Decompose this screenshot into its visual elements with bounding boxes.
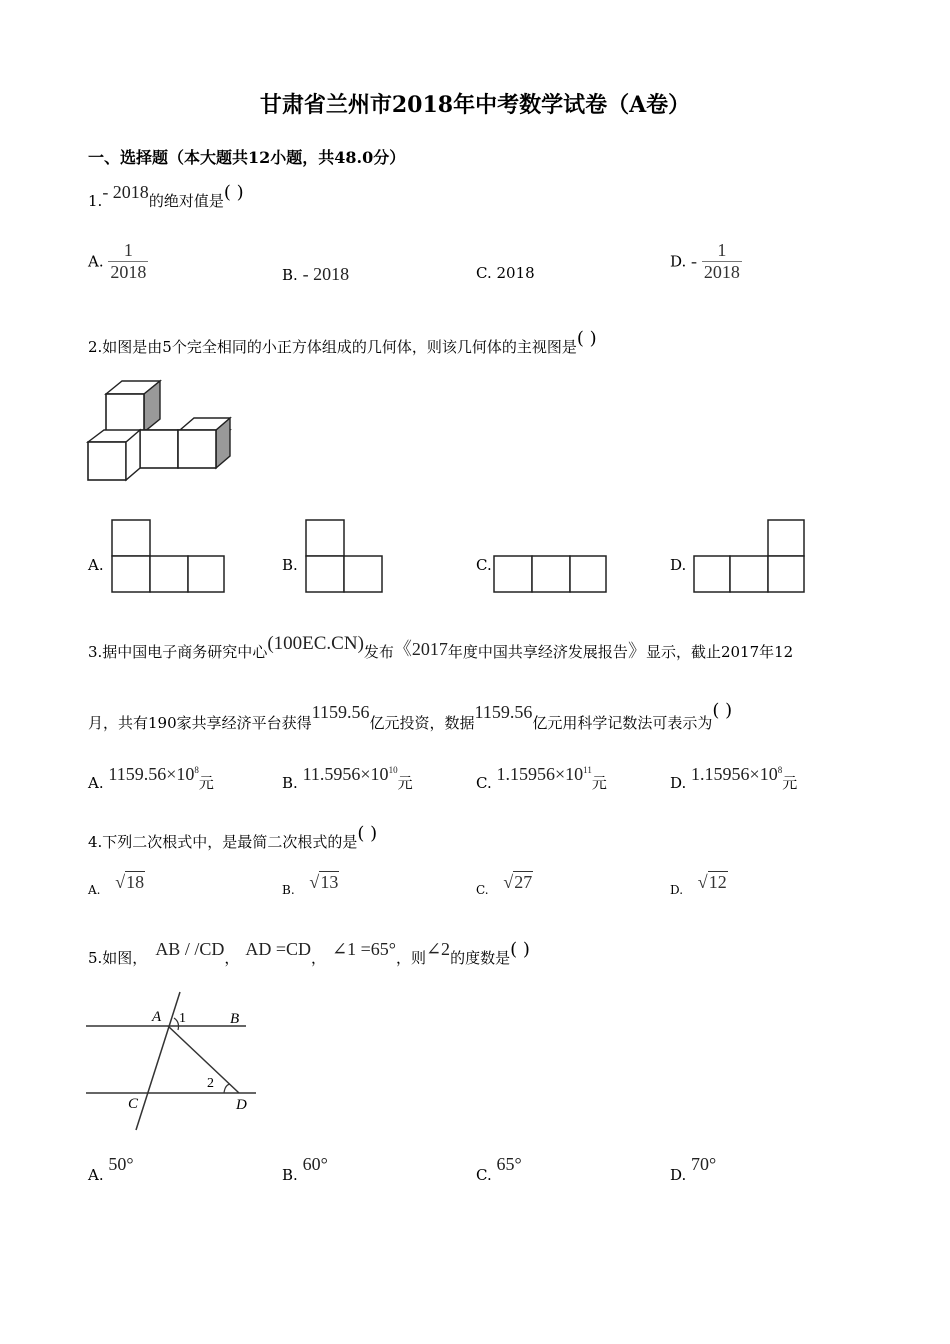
- option-label: A.: [88, 774, 104, 792]
- page-title: 甘肃省兰州市2018年中考数学试卷（A卷）: [259, 92, 691, 118]
- q3-answer-paren: ( ): [712, 700, 733, 721]
- q3-source: (100EC.CN): [267, 633, 364, 654]
- q5-answer-paren: ( ): [510, 939, 530, 960]
- q3-option-c[interactable]: [476, 764, 607, 793]
- q3-option-d[interactable]: [670, 764, 798, 793]
- option-label: A.: [88, 1166, 104, 1184]
- q5-separator: ，: [311, 949, 327, 967]
- question-5: [88, 939, 530, 968]
- q2-answer-paren: ( ): [576, 328, 597, 349]
- option-label: C.: [476, 774, 492, 792]
- option-value: $11.5956\times 10^{10}$: [302, 764, 398, 784]
- option-label: B.: [282, 1166, 298, 1184]
- q2-option-a-label[interactable]: A.: [88, 556, 104, 574]
- q1-expression: - 2018: [102, 182, 149, 202]
- q5-option-b[interactable]: [282, 1154, 328, 1185]
- unit-label: 元: [397, 774, 413, 792]
- option-value: 2018: [496, 264, 535, 282]
- q2-cube-figure: [84, 378, 239, 483]
- q5-text: 5.如图，: [88, 949, 148, 967]
- label-B: B: [230, 1011, 240, 1027]
- label-C: C: [128, 1096, 139, 1112]
- option-label: B.: [282, 266, 298, 284]
- option-label: C.: [476, 264, 492, 282]
- q3-text: 亿元用科学记数法可表示为: [532, 714, 713, 732]
- q5-condition-parallel: AB / /CD: [155, 939, 225, 959]
- option-label: B.: [282, 883, 295, 897]
- q3-text: 亿元投资，数据: [369, 714, 475, 732]
- q1-option-d[interactable]: [670, 240, 742, 283]
- q3-text: 3.据中国电子商务研究中心: [88, 643, 268, 661]
- fraction: $\frac{1}{2018}$: [110, 240, 147, 282]
- q4-answer-paren: ( ): [357, 823, 378, 844]
- q5-option-c[interactable]: [476, 1154, 522, 1185]
- q5-condition-equal: AD =CD: [245, 939, 311, 959]
- q1-option-c[interactable]: [476, 264, 535, 282]
- question-1: [88, 182, 244, 211]
- q5-condition-angle: ∠1 =65°: [332, 939, 396, 959]
- question-2: [88, 328, 597, 357]
- option-value: 50°: [108, 1154, 134, 1174]
- label-angle-1: 1: [179, 1011, 186, 1026]
- q3-option-a[interactable]: [88, 764, 214, 793]
- option-value: - 2018: [302, 264, 350, 284]
- q1-number: 1.: [88, 192, 103, 210]
- option-value: 65°: [496, 1154, 522, 1174]
- option-value: 60°: [302, 1154, 328, 1174]
- q5-option-d[interactable]: [670, 1154, 717, 1185]
- option-sign: -: [691, 251, 698, 271]
- q1-option-b[interactable]: [282, 264, 349, 285]
- q3-text: 月，共有190家共享经济平台获得: [88, 714, 312, 732]
- q1-answer-paren: ( ): [223, 182, 244, 203]
- sqrt-expression: √27: [503, 872, 533, 892]
- option-label: B.: [282, 774, 298, 792]
- option-label: C.: [476, 883, 489, 897]
- option-value: $1159.56\times 10^8$: [108, 764, 199, 784]
- q2-text: 2.如图是由5个完全相同的小正方体组成的几何体，则该几何体的主视图是: [88, 338, 577, 356]
- q3-report: 《2017: [393, 639, 448, 659]
- label-D: D: [236, 1097, 247, 1113]
- question-4: [88, 823, 378, 852]
- q3-text: 显示，截止2017年12: [645, 643, 794, 661]
- option-label: D.: [670, 883, 684, 897]
- q4-text: 4.下列二次根式中，是最简二次根式的是: [88, 833, 358, 851]
- sqrt-expression: √13: [309, 872, 339, 892]
- q3-text: 年度中国共享经济发展报告: [447, 643, 628, 661]
- q3-amount: 1159.56: [474, 702, 533, 722]
- q2-option-a-view[interactable]: [110, 518, 226, 594]
- q2-option-b-label[interactable]: B.: [282, 556, 298, 574]
- q3-amount: 1159.56: [311, 702, 370, 722]
- option-label: A.: [88, 252, 104, 271]
- option-label: C.: [476, 1166, 492, 1184]
- q2-option-c-label[interactable]: C.: [476, 556, 492, 574]
- q5-option-a[interactable]: [88, 1154, 134, 1185]
- q3-bracket: 》: [627, 641, 646, 661]
- q1-option-a[interactable]: [88, 240, 148, 283]
- q4-option-c[interactable]: [476, 872, 533, 899]
- label-angle-2: 2: [207, 1076, 214, 1091]
- option-label: D.: [670, 1166, 687, 1184]
- q5-geometry-figure: [84, 988, 264, 1134]
- q5-text: ，则: [395, 949, 426, 967]
- fraction: $\frac{1}{2018}$: [703, 240, 740, 282]
- q2-option-c-view[interactable]: [492, 554, 608, 596]
- q4-option-b[interactable]: [282, 872, 339, 899]
- q3-text: 发布: [363, 643, 394, 661]
- q3-option-b[interactable]: [282, 764, 413, 793]
- option-value: $1.15956\times 10^{11}$: [496, 764, 592, 784]
- option-label: D.: [670, 774, 687, 792]
- q2-option-d-label[interactable]: D.: [670, 556, 687, 574]
- q4-option-d[interactable]: [670, 872, 728, 899]
- q2-option-d-view[interactable]: [692, 518, 808, 594]
- label-A: A: [152, 1009, 162, 1025]
- question-3-line-2: [88, 700, 733, 733]
- option-value: 70°: [691, 1154, 717, 1174]
- q5-text: 的度数是: [450, 949, 511, 967]
- unit-label: 元: [198, 774, 214, 792]
- sqrt-expression: √12: [697, 872, 727, 892]
- option-label: A.: [88, 883, 101, 897]
- unit-label: 元: [591, 774, 607, 792]
- unit-label: 元: [782, 774, 798, 792]
- question-3-line-1: [88, 633, 794, 663]
- q1-text: 的绝对值是: [148, 192, 224, 210]
- section-heading: 一、选择题（本大题共12小题，共48.0分）: [88, 148, 406, 167]
- option-label: D.: [670, 252, 687, 271]
- sqrt-expression: √18: [115, 872, 145, 892]
- q4-option-a[interactable]: [88, 872, 145, 899]
- q2-option-b-view[interactable]: [304, 518, 384, 594]
- option-value: $1.15956\times 10^8$: [691, 764, 783, 784]
- q5-separator: ，: [224, 949, 240, 967]
- q5-angle-2: ∠2: [425, 939, 451, 959]
